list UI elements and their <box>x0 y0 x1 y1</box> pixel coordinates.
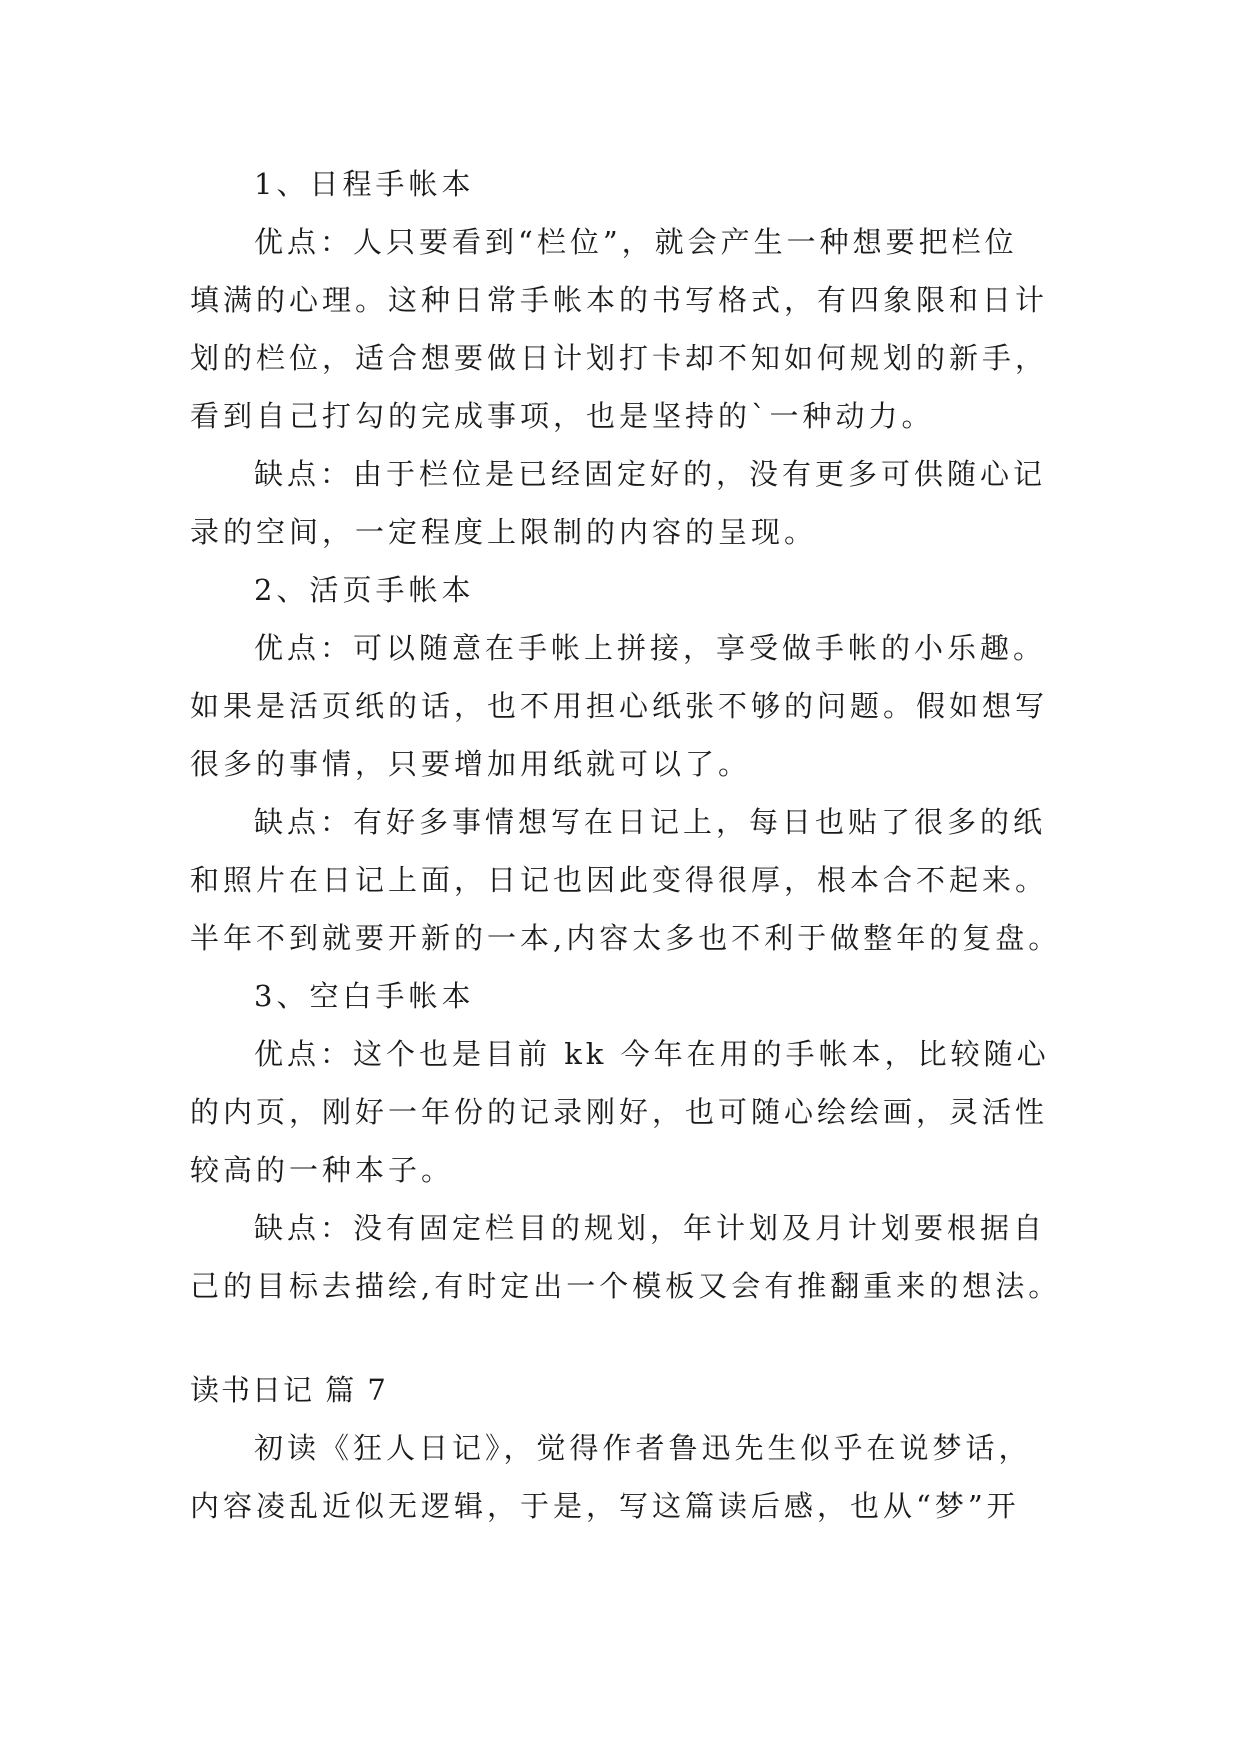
document-page <box>190 155 1060 1535</box>
paragraph-line: 初读《狂人日记》，觉得作者鲁迅先生似乎在说梦话， <box>254 1431 1032 1465</box>
paragraph-line: 缺点：有好多事情想写在日记上，每日也贴了很多的纸 <box>254 805 1047 839</box>
paragraph-line: 缺点：没有固定栏目的规划，年计划及月计划要根据自 <box>254 1211 1047 1245</box>
paragraph-line: 的内页，刚好一年份的记录刚好，也可随心绘绘画，灵活性 <box>190 1095 1049 1129</box>
paragraph-line: 优点：这个也是目前 kk 今年在用的手帐本，比较随心 <box>254 1037 1050 1071</box>
paragraph-line: 缺点：由于栏位是已经固定好的，没有更多可供随心记 <box>254 457 1047 491</box>
section-heading-3: 3、空白手帐本 <box>254 979 475 1013</box>
paragraph-line: 较高的一种本子。 <box>190 1153 455 1187</box>
section-heading-1: 1、日程手帐本 <box>254 167 475 201</box>
paragraph-line: 内容凌乱近似无逻辑，于是，写这篇读后感，也从“梦”开 <box>190 1489 1020 1523</box>
paragraph-line: 和照片在日记上面，日记也因此变得很厚，根本合不起来。 <box>190 863 1049 897</box>
paragraph-line: 填满的心理。这种日常手帐本的书写格式，有四象限和日计 <box>190 283 1049 317</box>
section-heading-2: 2、活页手帐本 <box>254 573 475 607</box>
article-title: 读书日记 篇 7 <box>190 1373 388 1407</box>
paragraph-line: 半年不到就要开新的一本,内容太多也不利于做整年的复盘。 <box>190 921 1062 955</box>
paragraph-line: 很多的事情，只要增加用纸就可以了。 <box>190 747 752 781</box>
paragraph-line: 如果是活页纸的话，也不用担心纸张不够的问题。假如想写 <box>190 689 1049 723</box>
paragraph-line: 优点：可以随意在手帐上拼接，享受做手帐的小乐趣。 <box>254 631 1047 665</box>
paragraph-line: 划的栏位，适合想要做日计划打卡却不知如何规划的新手， <box>190 341 1049 375</box>
paragraph-line: 优点：人只要看到“栏位”，就会产生一种想要把栏位 <box>254 225 1018 259</box>
section-gap <box>190 1315 1060 1361</box>
paragraph-line: 录的空间，一定程度上限制的内容的呈现。 <box>190 515 818 549</box>
paragraph-line: 看到自己打勾的完成事项，也是坚持的`一种动力。 <box>190 399 935 433</box>
paragraph-line: 己的目标去描绘,有时定出一个模板又会有推翻重来的想法。 <box>190 1269 1062 1303</box>
